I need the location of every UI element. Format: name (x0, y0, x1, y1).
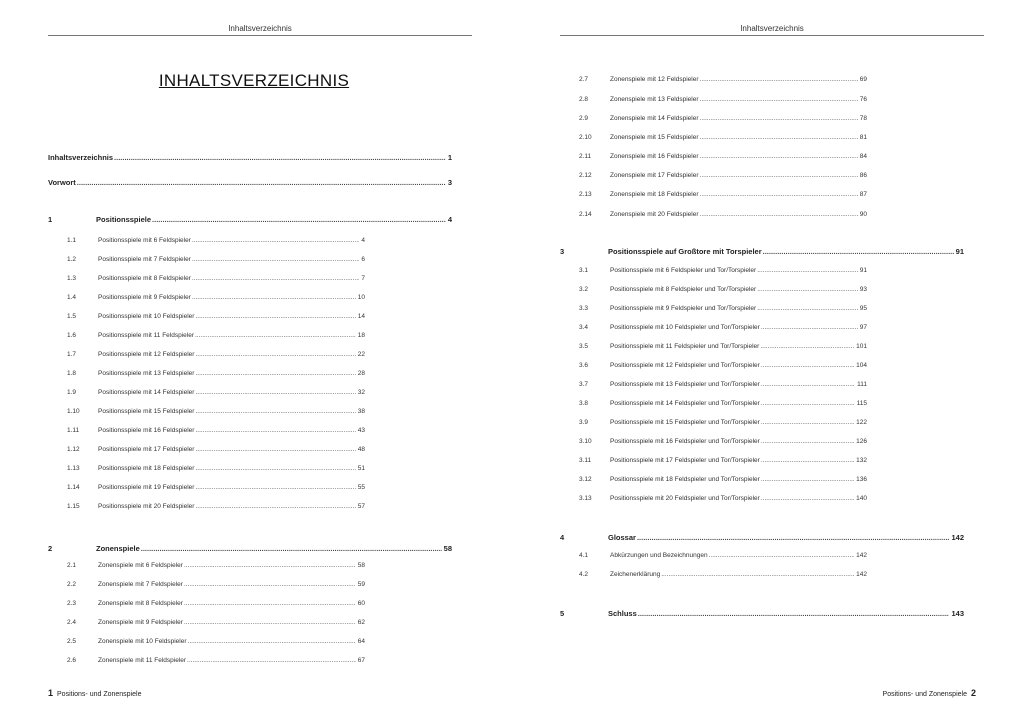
toc-entry[interactable] (579, 419, 867, 428)
toc-entry-label: Abkürzungen und Bezeichnungen (610, 552, 708, 559)
toc-entry-label: Positionsspiele (96, 215, 152, 224)
toc-entry[interactable] (67, 313, 365, 322)
toc-entry[interactable] (67, 619, 365, 628)
toc-entry-label: Zonenspiele mit 8 Feldspieler (98, 600, 183, 607)
toc-entry-number: 2.8 (579, 96, 589, 103)
dot-leader (188, 638, 356, 645)
toc-entry[interactable] (579, 134, 867, 143)
dot-leader (77, 178, 446, 187)
toc-entry[interactable] (67, 275, 365, 284)
toc-entry[interactable] (67, 351, 365, 360)
dot-leader (757, 286, 858, 293)
toc-entry-page: 81 (859, 134, 867, 141)
toc-entry-page: 126 (856, 438, 867, 445)
dot-leader (195, 465, 355, 472)
toc-entry-label: Zonenspiele mit 12 Feldspieler (610, 76, 699, 83)
page-footer (48, 688, 141, 698)
dot-leader (195, 332, 356, 339)
toc-entry[interactable] (579, 362, 867, 371)
toc-entry-number: 1.2 (67, 256, 77, 263)
dot-leader (761, 381, 855, 388)
toc-entry[interactable] (48, 544, 452, 554)
toc-entry-label: Glossar (608, 533, 636, 542)
toc-entry[interactable] (579, 343, 867, 352)
toc-entry[interactable] (67, 370, 365, 379)
header-rule (48, 35, 472, 36)
toc-entry-label: Zonenspiele mit 16 Feldspieler (610, 153, 699, 160)
toc-entry-page: 90 (859, 211, 867, 218)
toc-entry-number: 5 (560, 609, 565, 618)
toc-entry-number: 1.15 (67, 503, 80, 510)
toc-entry[interactable] (67, 237, 365, 246)
toc-entry-number: 1.11 (67, 427, 80, 434)
toc-entry[interactable] (560, 609, 964, 619)
toc-entry-number: 2.12 (579, 172, 592, 179)
toc-entry-number: 3.5 (579, 343, 589, 350)
toc-entry[interactable] (579, 115, 867, 124)
toc-entry-label: Zonenspiele mit 13 Feldspieler (610, 96, 699, 103)
dot-leader (195, 446, 355, 453)
dot-leader (195, 313, 355, 320)
toc-entry[interactable] (579, 211, 867, 220)
toc-entry-label: Positionsspiele mit 10 Feldspieler (98, 313, 195, 320)
dot-leader (192, 237, 360, 244)
dot-leader (141, 544, 442, 553)
toc-entry-label: Positionsspiele mit 18 Feldspieler (98, 465, 195, 472)
toc-entry-number: 1.14 (67, 484, 80, 491)
toc-entry-page: 67 (357, 657, 365, 664)
toc-entry-page: 86 (859, 172, 867, 179)
dot-leader (638, 609, 950, 618)
toc-entry-number: 2.13 (579, 191, 592, 198)
toc-entry-label: Positionsspiele mit 6 Feldspieler (98, 237, 191, 244)
toc-entry[interactable] (67, 465, 365, 474)
toc-entry-page: 78 (859, 115, 867, 122)
toc-entry-page: 140 (856, 495, 867, 502)
toc-entry-number: 2.5 (67, 638, 77, 645)
dot-leader (192, 275, 360, 282)
toc-entry-number: 3.1 (579, 267, 589, 274)
toc-entry-label: Positionsspiele mit 16 Feldspieler (98, 427, 195, 434)
toc-entry-label: Positionsspiele mit 11 Feldspieler (98, 332, 194, 339)
toc-entry[interactable] (579, 476, 867, 485)
toc-entry-number: 1.12 (67, 446, 80, 453)
toc-entry-number: 4 (560, 533, 565, 542)
toc-entry[interactable] (67, 332, 365, 341)
running-head: Inhaltsverzeichnis (740, 24, 804, 33)
dot-leader (757, 305, 858, 312)
toc-entry-label: Positionsspiele mit 6 Feldspieler und Tor/Torspieler (610, 267, 757, 274)
dot-leader (184, 619, 356, 626)
toc-entry-page: 69 (859, 76, 867, 83)
toc-entry-number: 4.2 (579, 571, 589, 578)
right-page (512, 0, 1024, 724)
toc-entry-label: Zonenspiele mit 6 Feldspieler (98, 562, 183, 569)
toc-entry[interactable] (67, 256, 365, 265)
toc-entry-number: 1.10 (67, 408, 80, 415)
toc-entry[interactable] (579, 305, 867, 314)
dot-leader (761, 495, 854, 502)
toc-entry-number: 3.3 (579, 305, 589, 312)
toc-entry-number: 1.5 (67, 313, 77, 320)
toc-entry-page: 22 (357, 351, 365, 358)
dot-leader (195, 484, 355, 491)
toc-entry[interactable] (67, 484, 365, 493)
toc-entry-page: 60 (357, 600, 365, 607)
toc-entry-label: Positionsspiele mit 15 Feldspieler und Tor/Torspieler (610, 419, 760, 426)
toc-entry-label: Zonenspiele mit 17 Feldspieler (610, 172, 699, 179)
toc-entry-number: 3 (560, 247, 565, 256)
dot-leader (195, 389, 355, 396)
toc-entry-number: 2.7 (579, 76, 589, 83)
toc-entry-number: 3.4 (579, 324, 589, 331)
toc-entry-page: 7 (361, 275, 365, 282)
dot-leader (184, 600, 356, 607)
toc-entry-page: 28 (357, 370, 365, 377)
toc-entry-number: 3.2 (579, 286, 589, 293)
toc-entry[interactable] (579, 495, 867, 504)
dot-leader (700, 191, 858, 198)
toc-entry-number: 1.6 (67, 332, 77, 339)
toc-entry-label: Positionsspiele auf Großtore mit Torspieler (608, 247, 762, 256)
toc-entry[interactable] (67, 581, 365, 590)
dot-leader (761, 400, 855, 407)
dot-leader (114, 153, 446, 162)
toc-entry[interactable] (579, 267, 867, 276)
toc-entry[interactable] (67, 427, 365, 436)
toc-entry-page: 57 (357, 503, 365, 510)
toc-entry[interactable] (579, 286, 867, 295)
toc-entry-page: 58 (443, 544, 452, 553)
toc-entry-label: Vorwort (48, 178, 76, 187)
toc-entry-page: 122 (856, 419, 867, 426)
toc-entry-page: 38 (357, 408, 365, 415)
dot-leader (187, 657, 356, 664)
toc-entry-page: 62 (357, 619, 365, 626)
toc-entry-number: 2 (48, 544, 53, 553)
toc-entry-page: 84 (859, 153, 867, 160)
toc-entry-label: Positionsspiele mit 14 Feldspieler (98, 389, 195, 396)
toc-entry-page: 93 (859, 286, 867, 293)
toc-entry-label: Positionsspiele mit 10 Feldspieler und Tor/Torspieler (610, 324, 760, 331)
toc-entry-number: 1.4 (67, 294, 77, 301)
toc-entry-number: 3.11 (579, 457, 592, 464)
toc-entry-label: Zonenspiele mit 10 Feldspieler (98, 638, 187, 645)
dot-leader (700, 96, 858, 103)
dot-leader (661, 571, 854, 578)
toc-entry-label: Schluss (608, 609, 637, 618)
toc-entry-label: Positionsspiele mit 17 Feldspieler (98, 446, 195, 453)
toc-entry[interactable] (579, 172, 867, 181)
toc-entry-number: 3.12 (579, 476, 592, 483)
toc-entry[interactable] (579, 191, 867, 200)
dot-leader (763, 247, 954, 256)
toc-entry-page: 91 (859, 267, 867, 274)
toc-entry[interactable] (579, 438, 867, 447)
header-rule (560, 35, 984, 36)
toc-entry-page: 136 (856, 476, 867, 483)
toc-entry[interactable] (67, 638, 365, 647)
toc-entry-page: 91 (955, 247, 964, 256)
toc-entry-page: 132 (856, 457, 867, 464)
toc-entry-number: 2.6 (67, 657, 77, 664)
footer-text: Positions- und Zonenspiele (882, 691, 967, 698)
running-head: Inhaltsverzeichnis (228, 24, 292, 33)
toc-entry-label: Positionsspiele mit 18 Feldspieler und Tor/Torspieler (610, 476, 760, 483)
dot-leader (760, 343, 854, 350)
dot-leader (192, 294, 356, 301)
dot-leader (192, 256, 360, 263)
toc-entry[interactable] (579, 552, 867, 561)
toc-entry[interactable] (48, 215, 452, 225)
dot-leader (637, 533, 950, 542)
toc-entry-page: 87 (859, 191, 867, 198)
toc-entry-page: 59 (357, 581, 365, 588)
toc-entry-page: 4 (361, 237, 365, 244)
toc-entry-label: Positionsspiele mit 14 Feldspieler und Tor/Torspieler (610, 400, 760, 407)
toc-entry-number: 1 (48, 215, 53, 224)
dot-leader (700, 115, 858, 122)
toc-entry[interactable] (579, 324, 867, 333)
toc-entry-page: 1 (447, 153, 452, 162)
toc-entry-label: Positionsspiele mit 15 Feldspieler (98, 408, 195, 415)
toc-entry[interactable] (67, 294, 365, 303)
toc-entry-page: 14 (357, 313, 365, 320)
dot-leader (700, 211, 858, 218)
dot-leader (761, 476, 854, 483)
dot-leader (700, 76, 858, 83)
toc-entry-page: 32 (357, 389, 365, 396)
toc-entry-label: Positionsspiele mit 8 Feldspieler (98, 275, 191, 282)
toc-entry[interactable] (67, 503, 365, 512)
toc-entry-label: Zeichenerklärung (610, 571, 661, 578)
page-footer (883, 688, 976, 698)
dot-leader (761, 324, 858, 331)
toc-entry-label: Zonenspiele mit 14 Feldspieler (610, 115, 699, 122)
toc-entry-page: 55 (357, 484, 365, 491)
toc-entry-label: Positionsspiele mit 8 Feldspieler und Tor/Torspieler (610, 286, 757, 293)
toc-entry-number: 3.6 (579, 362, 589, 369)
toc-entry[interactable] (67, 389, 365, 398)
toc-entry-number: 2.14 (579, 211, 592, 218)
toc-entry-page: 3 (447, 178, 452, 187)
toc-entry-label: Positionsspiele mit 11 Feldspieler und Tor/Torspieler (610, 343, 760, 350)
toc-entry-label: Zonenspiele mit 15 Feldspieler (610, 134, 699, 141)
toc-entry-label: Zonenspiele mit 7 Feldspieler (98, 581, 183, 588)
toc-entry-number: 1.7 (67, 351, 77, 358)
toc-entry-page: 95 (859, 305, 867, 312)
toc-entry-label: Positionsspiele mit 13 Feldspieler (98, 370, 195, 377)
toc-entry-page: 51 (357, 465, 365, 472)
dot-leader (700, 134, 858, 141)
toc-entry-page: 142 (951, 533, 964, 542)
dot-leader (184, 562, 356, 569)
toc-entry-label: Positionsspiele mit 9 Feldspieler (98, 294, 191, 301)
toc-entry[interactable] (67, 408, 365, 417)
toc-entry-number: 1.1 (67, 237, 77, 244)
dot-leader (700, 172, 858, 179)
dot-leader (195, 351, 355, 358)
footer-page-number: 2 (970, 688, 976, 698)
toc-entry-number: 2.1 (67, 562, 77, 569)
toc-entry-number: 1.13 (67, 465, 80, 472)
toc-entry-page: 18 (357, 332, 365, 339)
toc-entry-page: 64 (357, 638, 365, 645)
toc-entry[interactable] (579, 400, 867, 409)
toc-entry-number: 3.7 (579, 381, 589, 388)
toc-entry[interactable] (579, 76, 867, 85)
toc-entry[interactable] (67, 600, 365, 609)
toc-entry-page: 143 (951, 609, 964, 618)
page-title: INHALTSVERZEICHNIS (158, 71, 350, 90)
dot-leader (700, 153, 858, 160)
toc-entry-label: Positionsspiele mit 12 Feldspieler (98, 351, 195, 358)
dot-leader (761, 362, 854, 369)
dot-leader (757, 267, 858, 274)
toc-entry-page: 142 (856, 571, 867, 578)
toc-entry-label: Positionsspiele mit 16 Feldspieler und Tor/Torspieler (610, 438, 760, 445)
toc-entry-number: 1.3 (67, 275, 77, 282)
toc-entry-number: 3.9 (579, 419, 589, 426)
footer-text: Positions- und Zonenspiele (57, 691, 142, 698)
toc-entry-label: Zonenspiele mit 9 Feldspieler (98, 619, 183, 626)
toc-entry-page: 104 (856, 362, 867, 369)
toc-entry-number: 2.3 (67, 600, 77, 607)
toc-entry[interactable] (67, 446, 365, 455)
toc-entry-label: Positionsspiele mit 19 Feldspieler (98, 484, 195, 491)
toc-entry-page: 10 (357, 294, 365, 301)
footer-page-number: 1 (48, 688, 54, 698)
dot-leader (152, 215, 446, 224)
toc-entry-page: 76 (859, 96, 867, 103)
toc-entry[interactable] (48, 153, 452, 163)
toc-entry-label: Positionsspiele mit 17 Feldspieler und Tor/Torspieler (610, 457, 760, 464)
dot-leader (709, 552, 855, 559)
toc-entry-label: Inhaltsverzeichnis (48, 153, 114, 162)
toc-entry[interactable] (67, 562, 365, 571)
toc-entry[interactable] (560, 533, 964, 543)
toc-entry-number: 2.2 (67, 581, 77, 588)
dot-leader (761, 438, 854, 445)
toc-entry-label: Positionsspiele mit 20 Feldspieler (98, 503, 195, 510)
dot-leader (195, 503, 355, 510)
toc-entry-page: 48 (357, 446, 365, 453)
toc-entry-page: 58 (357, 562, 365, 569)
toc-entry-number: 1.9 (67, 389, 77, 396)
toc-entry-label: Zonenspiele mit 18 Feldspieler (610, 191, 699, 198)
toc-entry[interactable] (48, 178, 452, 188)
toc-entry[interactable] (560, 247, 964, 257)
toc-entry-number: 4.1 (579, 552, 589, 559)
toc-entry-page: 43 (357, 427, 365, 434)
toc-entry-label: Positionsspiele mit 13 Feldspieler und Tor/Torspieler (610, 381, 760, 388)
toc-entry[interactable] (579, 457, 867, 466)
toc-entry-label: Zonenspiele mit 11 Feldspieler (98, 657, 187, 664)
toc-entry[interactable] (579, 381, 867, 390)
toc-entry-label: Positionsspiele mit 20 Feldspieler und Tor/Torspieler (610, 495, 760, 502)
toc-entry-page: 115 (856, 400, 867, 407)
toc-entry[interactable] (579, 571, 867, 580)
toc-entry-page: 101 (856, 343, 867, 350)
toc-entry-number: 2.10 (579, 134, 592, 141)
toc-entry-number: 3.13 (579, 495, 592, 502)
toc-entry-number: 1.8 (67, 370, 77, 377)
dot-leader (761, 419, 854, 426)
dot-leader (761, 457, 854, 464)
toc-entry-label: Zonenspiele mit 20 Feldspieler (610, 211, 699, 218)
toc-entry-number: 3.8 (579, 400, 589, 407)
toc-entry-page: 142 (856, 552, 867, 559)
toc-entry-label: Positionsspiele mit 9 Feldspieler und Tor/Torspieler (610, 305, 757, 312)
toc-entry-page: 6 (361, 256, 365, 263)
dot-leader (195, 370, 355, 377)
toc-entry-label: Zonenspiele (96, 544, 140, 553)
toc-entry[interactable] (67, 657, 365, 666)
toc-entry[interactable] (579, 96, 867, 105)
toc-entry-page: 111 (857, 381, 867, 388)
toc-entry[interactable] (579, 153, 867, 162)
toc-entry-number: 2.11 (579, 153, 592, 160)
dot-leader (195, 427, 355, 434)
toc-entry-number: 3.10 (579, 438, 592, 445)
dot-leader (195, 408, 355, 415)
toc-entry-number: 2.9 (579, 115, 589, 122)
toc-entry-label: Positionsspiele mit 7 Feldspieler (98, 256, 191, 263)
toc-entry-page: 4 (447, 215, 452, 224)
toc-entry-number: 2.4 (67, 619, 77, 626)
toc-entry-page: 97 (859, 324, 867, 331)
toc-entry-label: Positionsspiele mit 12 Feldspieler und Tor/Torspieler (610, 362, 760, 369)
dot-leader (184, 581, 356, 588)
